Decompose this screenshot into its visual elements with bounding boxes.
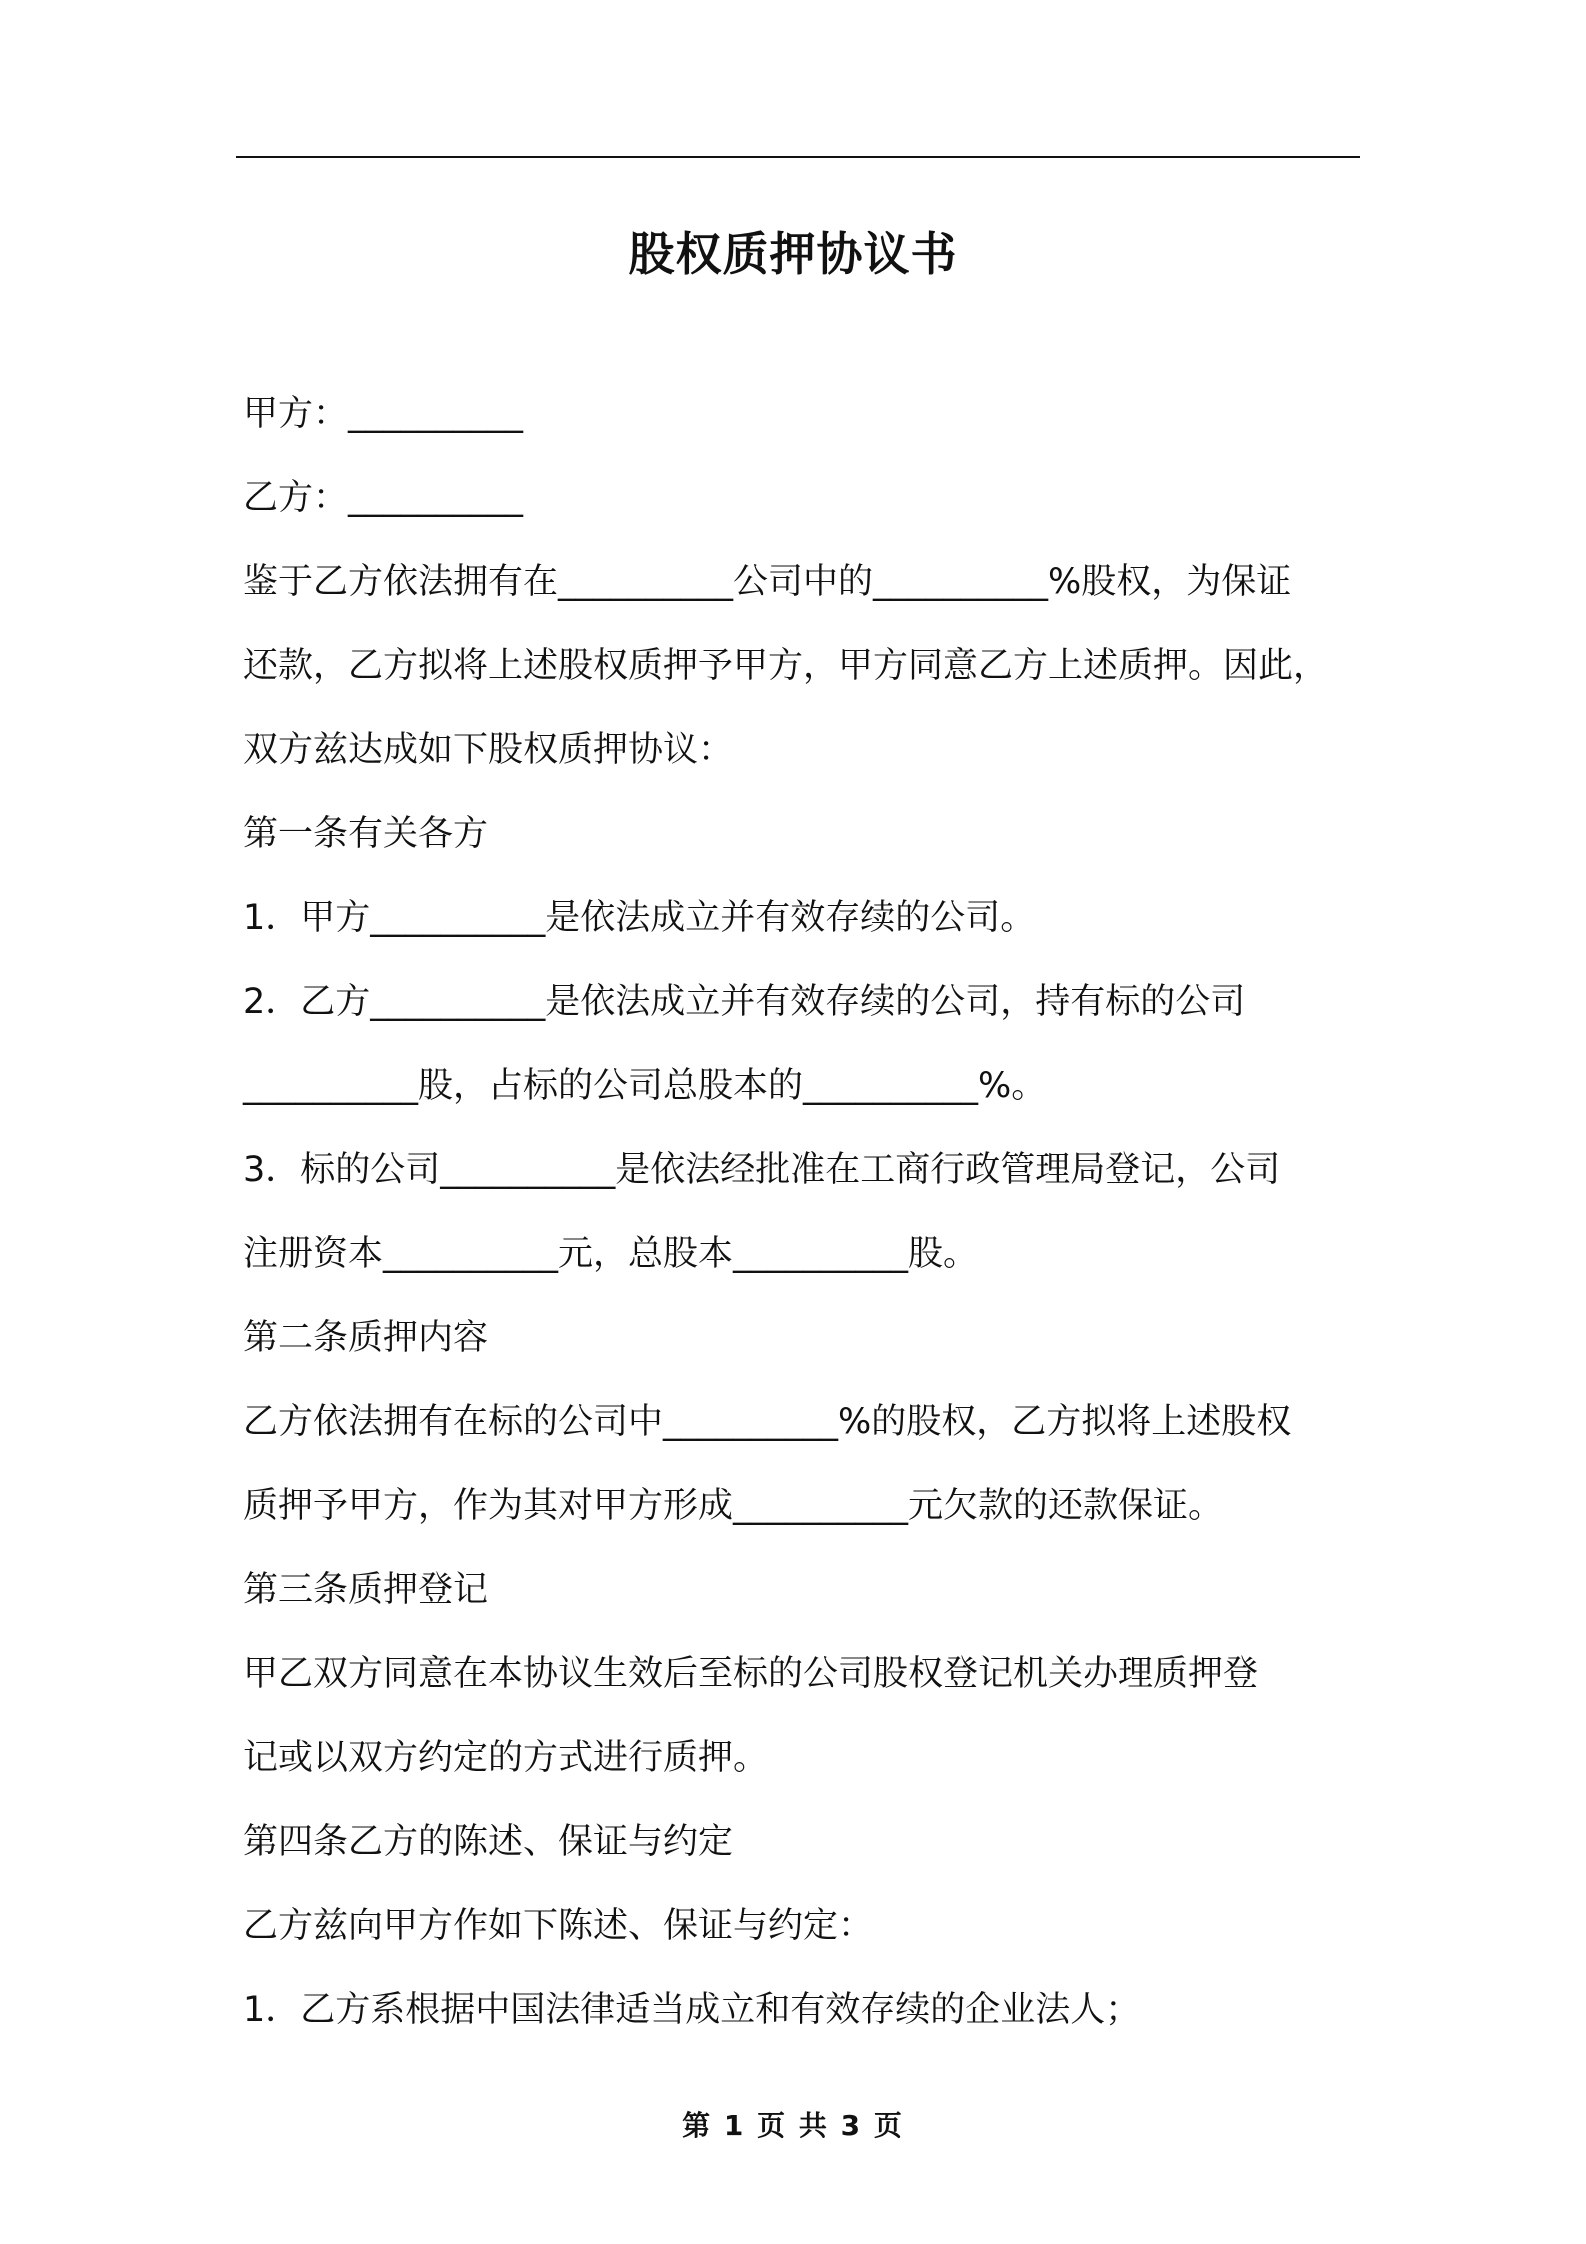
article-1-heading: 第一条有关各方 bbox=[243, 814, 489, 854]
page-number: 第 1 页 共 3 页 bbox=[682, 2109, 904, 2142]
article-3-text: 甲乙双方同意在本协议生效后至标的公司股权登记机关办理质押登 bbox=[243, 1654, 1259, 1694]
party-b-line: 乙方：__________ bbox=[243, 478, 524, 518]
party-a-line: 甲方：__________ bbox=[243, 394, 524, 434]
article-4-text: 乙方兹向甲方作如下陈述、保证与约定： bbox=[243, 1906, 874, 1946]
preamble-line: 还款，乙方拟将上述股权质押予甲方，甲方同意乙方上述质押。因此， bbox=[243, 646, 1329, 686]
article-1-item-3: 3．标的公司__________是依法经批准在工商行政管理局登记，公司 bbox=[243, 1150, 1281, 1190]
article-1-item-2-cont: __________股，占标的公司总股本的__________%。 bbox=[243, 1066, 1047, 1106]
header-rule bbox=[236, 156, 1360, 158]
document-body bbox=[243, 372, 1360, 2052]
article-2-heading: 第二条质押内容 bbox=[243, 1318, 489, 1358]
article-2-text: 质押予甲方，作为其对甲方形成__________元欠款的还款保证。 bbox=[243, 1486, 1224, 1526]
article-4-heading: 第四条乙方的陈述、保证与约定 bbox=[243, 1822, 734, 1862]
article-3-heading: 第三条质押登记 bbox=[243, 1570, 489, 1610]
article-2-text: 乙方依法拥有在标的公司中__________%的股权，乙方拟将上述股权 bbox=[243, 1402, 1292, 1442]
document-title: 股权质押协议书 bbox=[628, 227, 958, 281]
preamble-line: 双方兹达成如下股权质押协议： bbox=[243, 730, 734, 770]
article-1-item-2: 2．乙方__________是依法成立并有效存续的公司，持有标的公司 bbox=[243, 982, 1246, 1022]
article-1-item-1: 1．甲方__________是依法成立并有效存续的公司。 bbox=[243, 898, 1036, 938]
article-1-item-3-cont: 注册资本__________元，总股本__________股。 bbox=[243, 1234, 979, 1274]
article-3-text: 记或以双方约定的方式进行质押。 bbox=[243, 1738, 769, 1778]
article-4-item-1: 1．乙方系根据中国法律适当成立和有效存续的企业法人； bbox=[243, 1990, 1141, 2030]
preamble-line: 鉴于乙方依法拥有在__________公司中的__________%股权，为保证 bbox=[243, 562, 1292, 602]
